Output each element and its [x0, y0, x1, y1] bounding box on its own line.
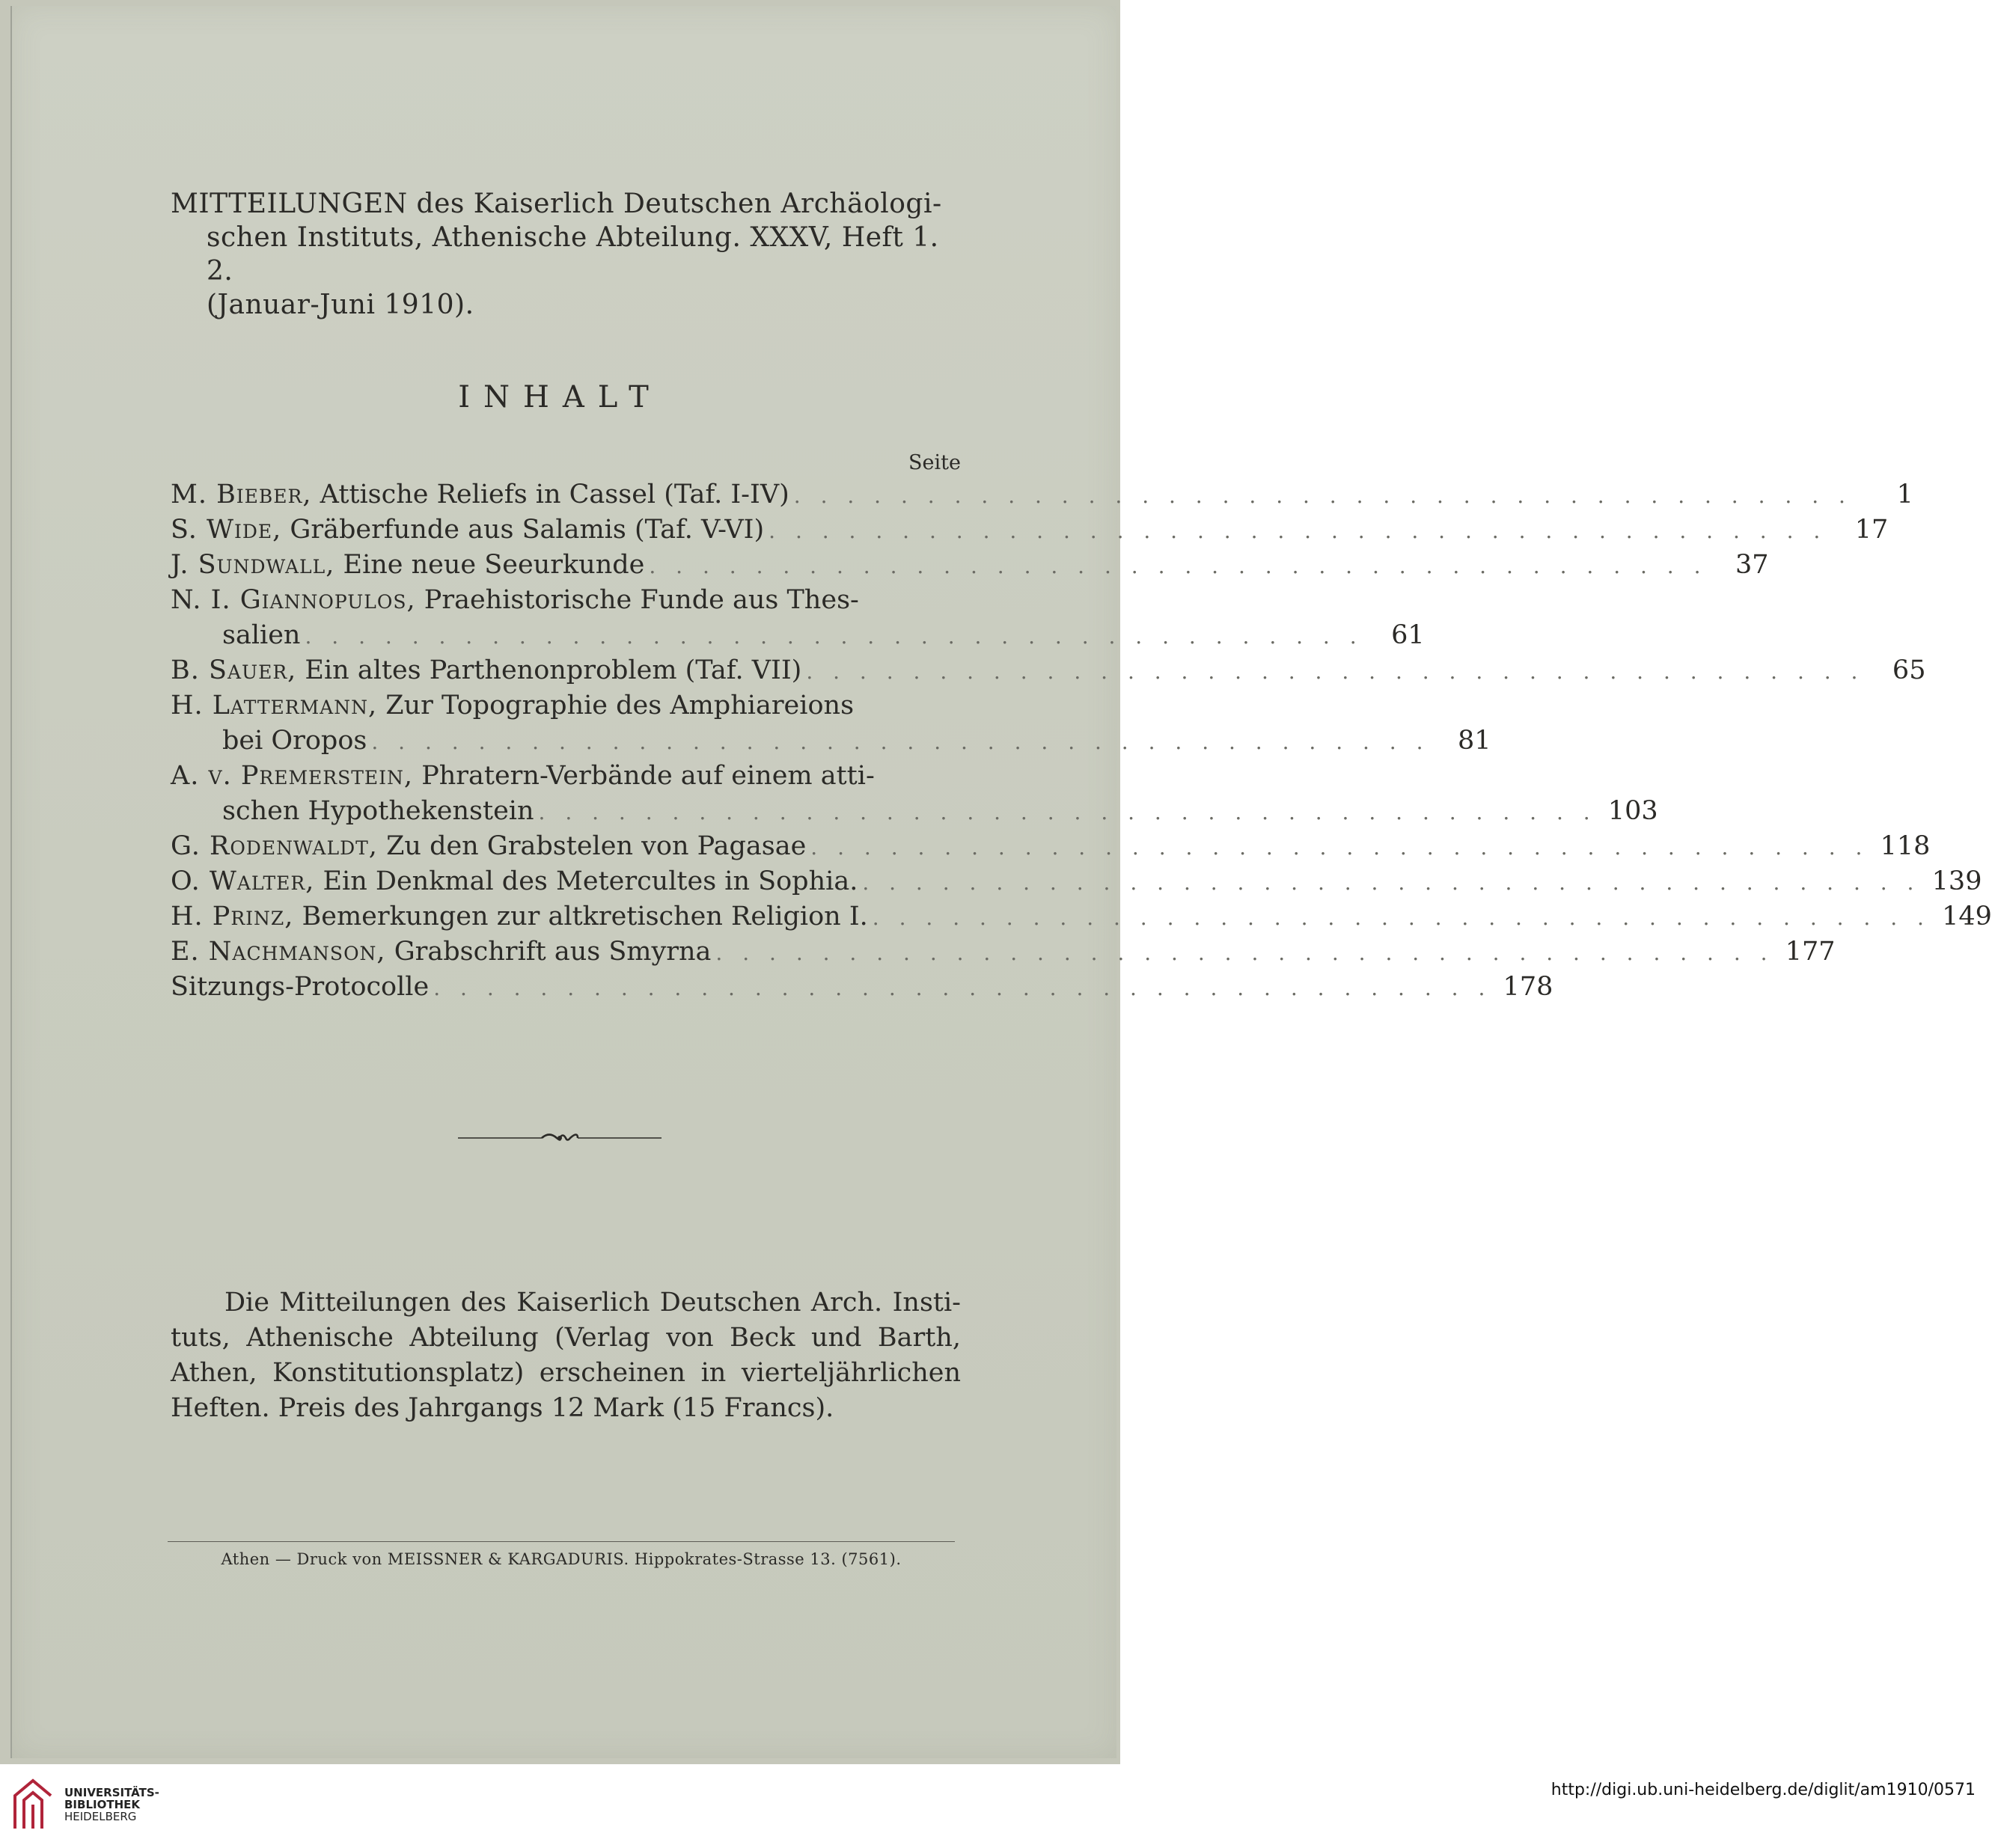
toc-title-text: Phratern-Verbände auf einem atti-	[421, 761, 875, 791]
toc-entry	[171, 934, 1836, 970]
toc-entry-text	[171, 759, 875, 794]
library-name	[64, 1787, 159, 1823]
toc-entry-text	[171, 477, 789, 513]
toc-author: N. I. Giannopulos,	[171, 585, 416, 615]
header-line-3: (Januar-Juni 1910).	[207, 290, 474, 320]
library-logo-icon	[10, 1776, 55, 1833]
toc-author: H. Prinz,	[171, 902, 294, 931]
toc-page-number: 139	[1931, 866, 1982, 896]
journal-header	[171, 187, 964, 322]
toc-page-number: 81	[1457, 726, 1491, 756]
toc-page-number: 177	[1785, 937, 1836, 967]
toc-entry-continuation	[171, 794, 1658, 829]
library-line-2: BIBLIOTHEK	[64, 1798, 140, 1811]
toc-author: E. Nachmanson,	[171, 937, 386, 967]
toc-title-continuation: schen Hypothekenstein	[222, 796, 534, 826]
toc-page-number: 118	[1880, 831, 1931, 861]
viewer-footer	[0, 1764, 1120, 1848]
toc-entry-text	[171, 548, 644, 583]
imprint-rule	[168, 1541, 955, 1542]
toc-entry-text	[171, 934, 711, 970]
dot-leader: . . . . . . . . . . . . . . . . . . . . . . . . . . . . . . . . . . . . . . . .	[715, 940, 1774, 965]
header-line-1: MITTEILUNGEN des Kaiserlich Deutschen Archäologi-	[171, 189, 942, 219]
dot-leader: . . . . . . . . . . . . . . . . . . . . . . . . . . . . . . . . . . . . . . . .	[305, 624, 1363, 649]
header-line-2: schen Instituts, Athenische Abteilung. XXXV, Heft 1. 2.	[207, 222, 939, 287]
toc-author: S. Wide,	[171, 515, 282, 545]
toc-author: M. Bieber,	[171, 480, 312, 510]
dot-leader: . . . . . . . . . . . . . . . . . . . . . . . . . . . . . . . . . . . . . . . .	[810, 835, 1869, 860]
toc-entry-text	[171, 583, 859, 618]
toc-entry	[171, 653, 1926, 688]
toc-entry	[171, 829, 1931, 864]
toc-entry	[171, 688, 961, 723]
toc-author: B. Sauer,	[171, 655, 297, 685]
toc-page-number: 17	[1854, 515, 1889, 545]
toc-entry-text	[171, 513, 764, 548]
notice-text: Die Mitteilungen des Kaiserlich Deutschen Arch. Insti-tuts, Athenische Abteilung (Verlag von Beck und Barth, Athen, Konstitutionsplatz) erscheinen in vierteljährlichen Heften. Preis des Jahrgangs 12 Mark (15 Francs).	[171, 1288, 961, 1423]
toc-title: INHALT	[458, 380, 662, 414]
toc-entry-text	[171, 899, 868, 934]
dot-leader: . . . . . . . . . . . . . . . . . . . . . . . . . . . . . . . . . . . . . . . .	[793, 483, 1852, 508]
toc-author: G. Rodenwaldt,	[171, 831, 378, 861]
toc-title-text: Ein altes Parthenonproblem (Taf. VII)	[305, 655, 802, 685]
toc-entry-text	[171, 688, 854, 723]
dot-leader: . . . . . . . . . . . . . . . . . . . . . . . . . . . . . . . . . . . . . . . .	[769, 518, 1827, 543]
dot-leader: . . . . . . . . . . . . . . . . . . . . . . . . . . . . . . . . . . . . . . . .	[433, 976, 1492, 1000]
toc-title-text: Bemerkungen zur altkretischen Religion I.	[302, 902, 868, 931]
toc-entry	[171, 548, 1769, 583]
toc-page-number: 149	[1942, 902, 1992, 931]
toc-entry-continuation	[171, 723, 1491, 759]
toc-page-number: 65	[1892, 655, 1926, 685]
toc-entry-text	[171, 970, 429, 1005]
toc-title-text: Ein Denkmal des Metercultes in Sophia.	[323, 866, 858, 896]
toc-page-number: 37	[1735, 550, 1769, 580]
dot-leader: . . . . . . . . . . . . . . . . . . . . . . . . . . . . . . . . . . . . . . . .	[862, 870, 1921, 895]
toc-entry	[171, 899, 1992, 934]
toc-entry	[171, 513, 1889, 548]
toc-author: O. Walter,	[171, 866, 315, 896]
toc-entry-text	[171, 829, 806, 864]
publication-notice	[171, 1285, 961, 1426]
table-of-contents	[171, 477, 1992, 1005]
toc-page-number: 178	[1503, 972, 1553, 1002]
toc-title-continuation: bei Oropos	[222, 726, 367, 756]
toc-title-text: Sitzungs-Protocolle	[171, 972, 430, 1002]
library-line-3: HEIDELBERG	[64, 1810, 137, 1823]
toc-entry	[171, 970, 1553, 1005]
toc-title-text: Attische Reliefs in Cassel (Taf. I-IV)	[320, 480, 789, 510]
toc-title-text: Eine neue Seeurkunde	[343, 550, 645, 580]
dot-leader: . . . . . . . . . . . . . . . . . . . . . . . . . . . . . . . . . . . . . . . .	[538, 800, 1597, 824]
toc-title-text: Grabschrift aus Smyrna	[394, 937, 712, 967]
toc-author: A. v. Premerstein,	[171, 761, 414, 791]
ornament-divider	[458, 1128, 662, 1148]
toc-page-number: 1	[1896, 480, 1913, 510]
toc-entry-text	[171, 864, 858, 899]
toc-entry-text	[171, 653, 801, 688]
dot-leader: . . . . . . . . . . . . . . . . . . . . . . . . . . . . . . . . . . . . . . . .	[371, 729, 1430, 754]
dot-leader: . . . . . . . . . . . . . . . . . . . . . . . . . . . . . . . . . . . . . . . .	[872, 905, 1931, 930]
page-column-label: Seite	[908, 451, 961, 474]
toc-entry	[171, 864, 1982, 899]
dot-leader: . . . . . . . . . . . . . . . . . . . . . . . . . . . . . . . . . . . . . . . .	[649, 554, 1708, 578]
dot-leader: . . . . . . . . . . . . . . . . . . . . . . . . . . . . . . . . . . . . . . . .	[806, 659, 1865, 684]
toc-title-text: Gräberfunde aus Salamis (Taf. V-VI)	[290, 515, 765, 545]
toc-title-text: Zu den Grabstelen von Pagasae	[386, 831, 807, 861]
printer-imprint: Athen — Druck von MEISSNER & KARGADURIS. Hippokrates-Strasse 13. (7561).	[221, 1550, 902, 1568]
toc-title-text: Praehistorische Funde aus Thes-	[424, 585, 859, 615]
permalink-url[interactable]: http://digi.ub.uni-heidelberg.de/diglit/am1910/0571	[1550, 1781, 1976, 1799]
toc-title-continuation: salien	[222, 620, 301, 650]
toc-author: H. Lattermann,	[171, 691, 378, 720]
toc-title-text: Zur Topographie des Amphiareions	[385, 691, 855, 720]
toc-entry	[171, 477, 1913, 513]
toc-entry	[171, 759, 961, 794]
toc-author: J. Sundwall,	[171, 550, 335, 580]
toc-page-number: 103	[1607, 796, 1658, 826]
toc-page-number: 61	[1391, 620, 1425, 650]
toc-entry	[171, 583, 961, 618]
toc-entry-continuation	[171, 618, 1425, 653]
library-line-1: UNIVERSITÄTS-	[64, 1786, 159, 1799]
